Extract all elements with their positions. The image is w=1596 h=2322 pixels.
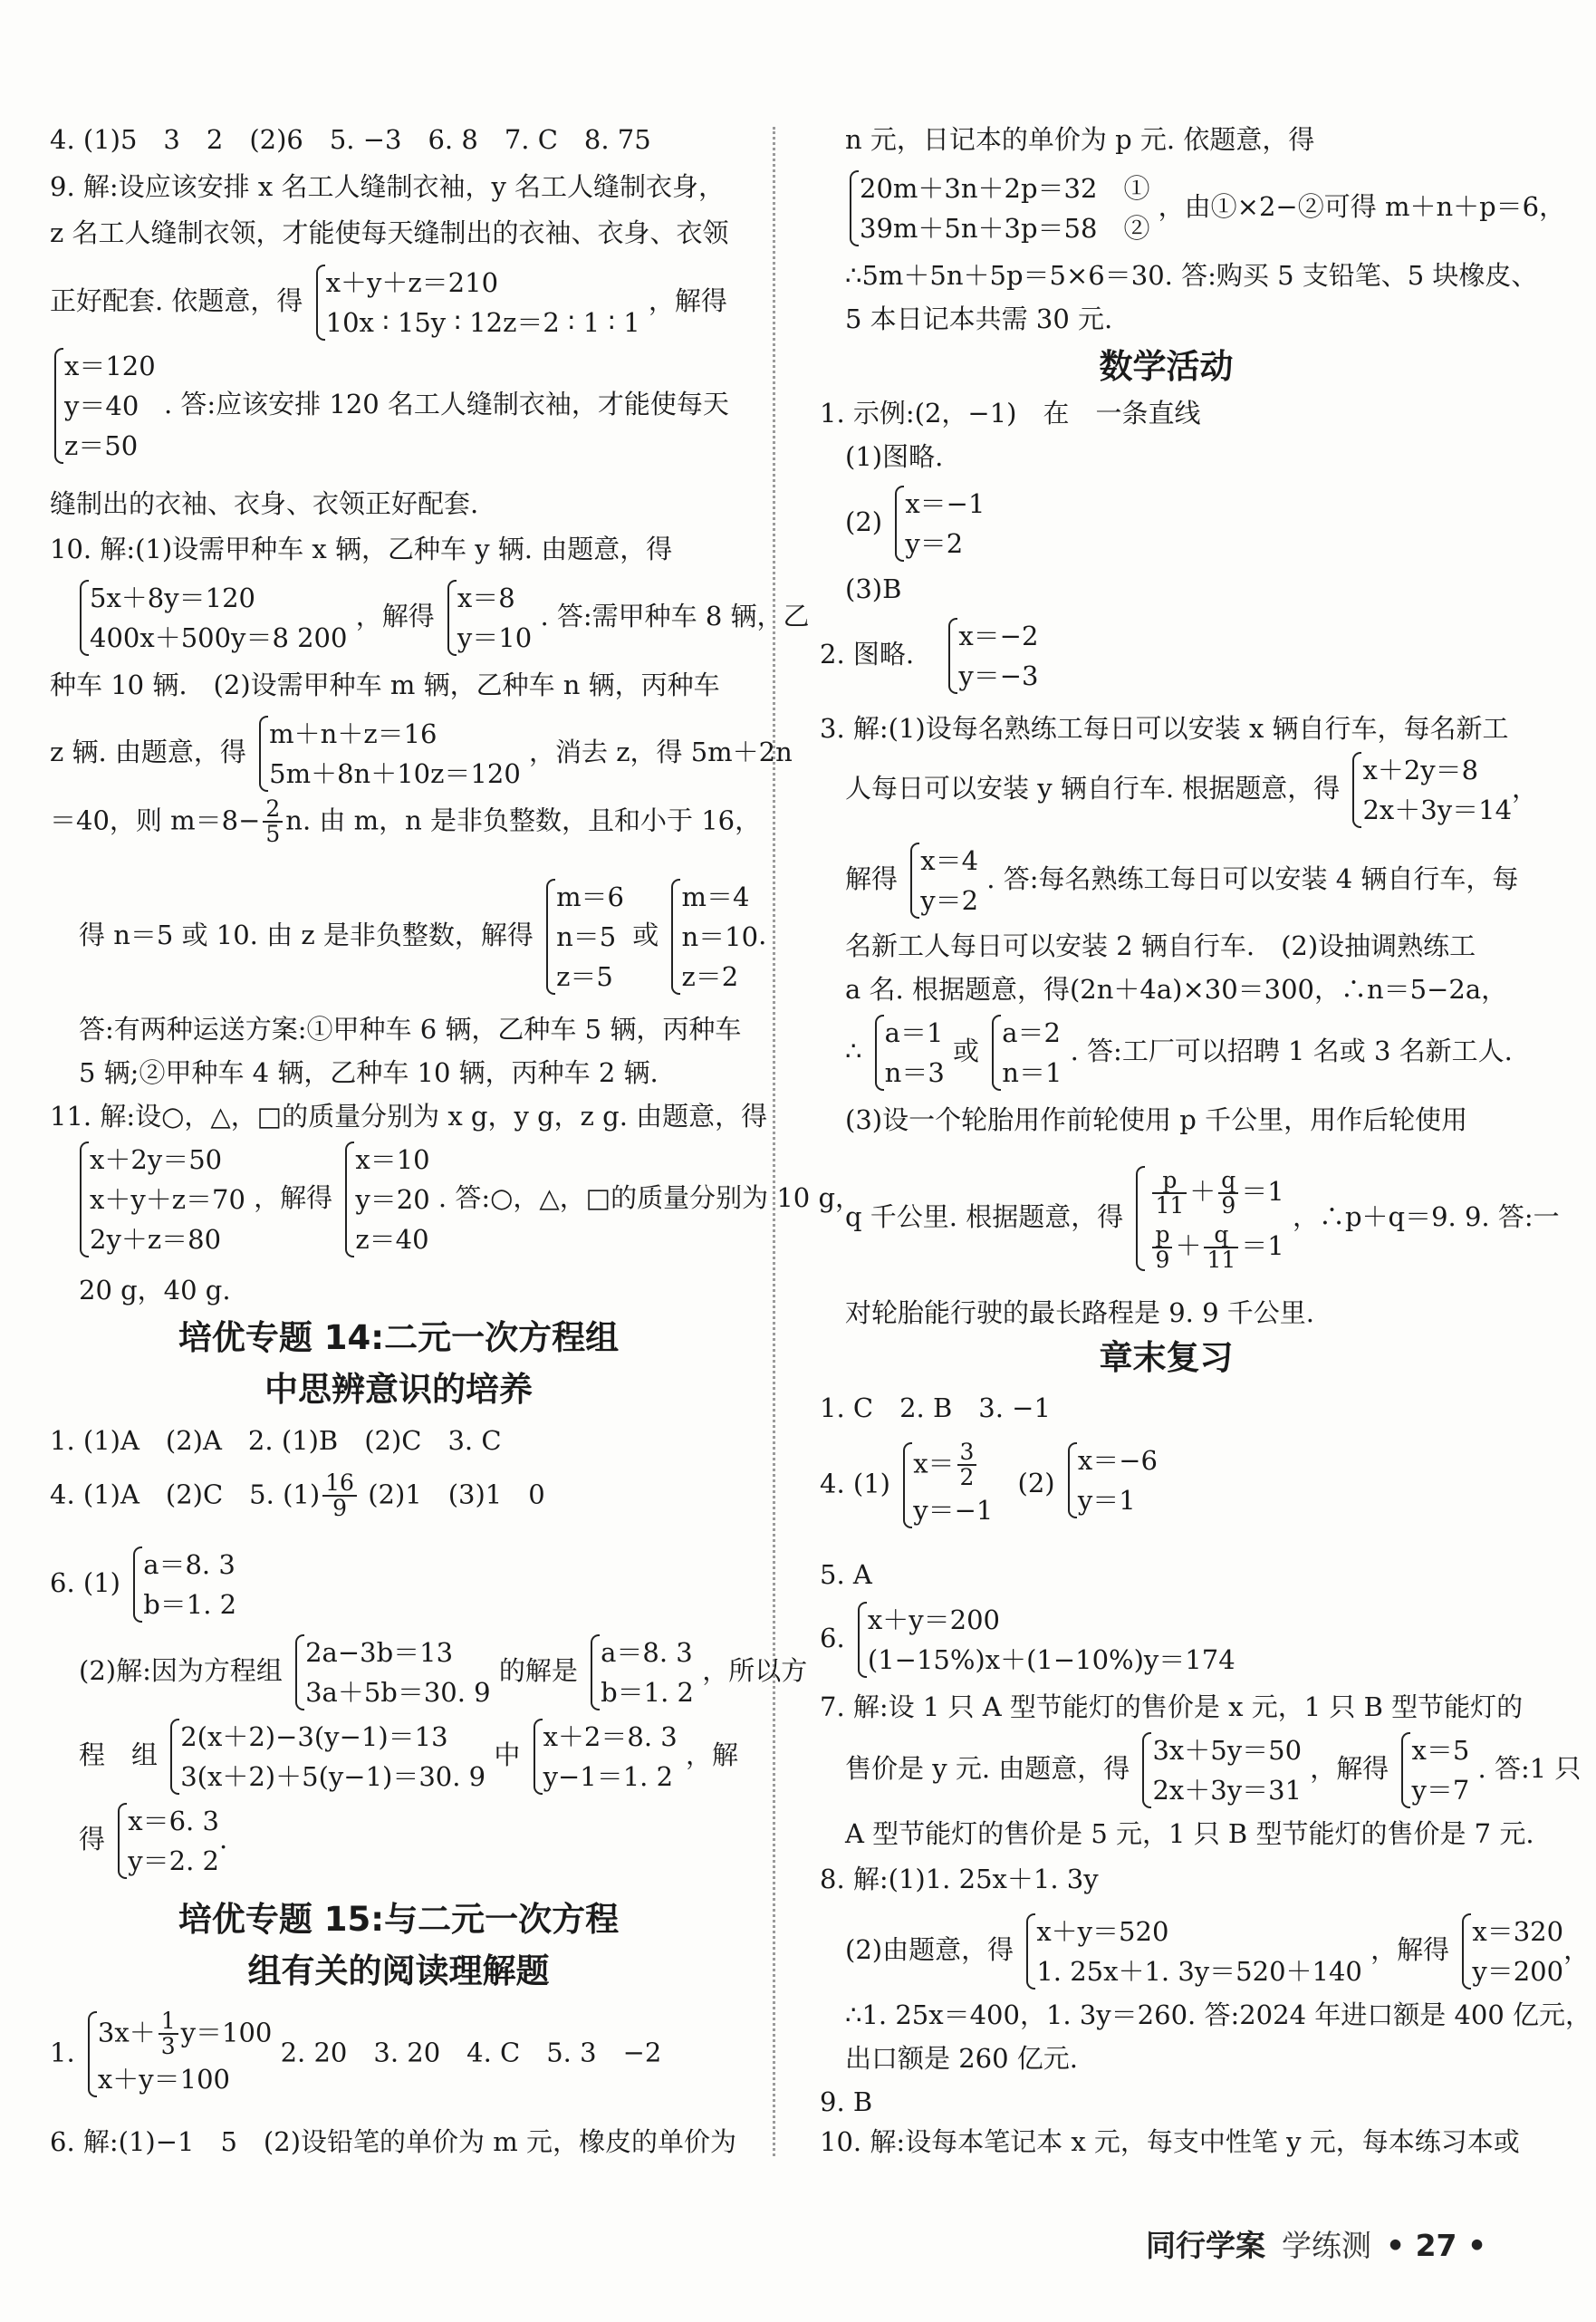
s14-answer-6-4: 得 x＝6. 3 y＝2. 2 . (79, 1801, 227, 1881)
s15-answer-6: 6. 解:(1)−1 5 (2)设铅笔的单价为 m 元，橡皮的单价为 (50, 2126, 736, 2157)
answer-10-line7: 答:有两种运送方案:①甲种车 6 辆，乙种车 5 辆，丙种车 (79, 1014, 742, 1045)
activity-answer-1-1: (1)图略. (845, 441, 944, 472)
s14-answer-4-5: 4. (1)A (2)C 5. (1) $\frac{16}{9}$ (2)1 (3)1 0 (50, 1469, 545, 1522)
activity-answer-1-3: (3)B (845, 573, 902, 604)
answer-10-line2: 5x＋8y＝120 400x＋500y＝8 200 ，解得 x＝8 y＝10 . 答:需甲种车 8 辆，乙 (75, 578, 810, 658)
answer-10-line1: 10. 解:(1)设需甲种车 x 辆，乙种车 y 辆. 由题意，得 (50, 534, 673, 564)
review-answer-7-line3: A 型节能灯的售价是 5 元，1 只 B 型节能灯的售价是 7 元. (845, 1818, 1534, 1849)
review-answer-7-line1: 7. 解:设 1 只 A 型节能灯的售价是 x 元，1 只 B 型节能灯的 (820, 1691, 1524, 1722)
answer-4-8: 4. (1)5 3 2 (2)6 5. −3 6. 8 7. C 8. 75 (50, 124, 651, 155)
review-answer-8-line4: 出口额是 260 亿元. (845, 2043, 1079, 2074)
answer-10-line4: z 辆. 由题意，得 m＋n＋z＝16 5m＋8n＋10z＝120 ，消去 z，得 5m＋2n (50, 714, 793, 794)
activity-answer-3-line5: a 名. 根据题意，得(2n＋4a)×30＝300，∴n＝5−2a， (845, 974, 1508, 1005)
page-footer (1146, 2228, 1487, 2263)
activity-answer-3-line4: 名新工人每日可以安装 2 辆自行车. (2)设抽调熟练工 (845, 930, 1476, 961)
answer-10-line6: 得 n＝5 或 10. 由 z 是非负整数，解得 m＝6 n＝5 z＝5 或 m＝4 n＝10 z＝2 . (79, 877, 766, 997)
review-answer-8-line3: ∴1. 25x＝400，1. 3y＝260. 答:2024 年进口额是 400 亿元， (845, 1999, 1592, 2030)
activity-answer-3-line3: 解得 x＝4 y＝2 . 答:每名熟练工每日可以安装 4 辆自行车，每 (845, 841, 1518, 920)
s15-answer-1-5: 1. 3x＋ $\frac{1}{3}$ y＝100 x＋y＝100 2. 20 3. 20 4. C 5. 3 −2 (50, 2009, 661, 2099)
review-answer-7-line2: 售价是 y 元. 由题意，得 3x＋5y＝50 2x＋3y＝31 ，解得 x＝5 y＝7 . 答:1 只 (845, 1730, 1581, 1810)
review-answer-4: 4. (1) x＝ $\frac{3}{2}$ y＝−1 (2) x＝−6 y＝1 (820, 1440, 1158, 1530)
section-title-review: 章末复习 (1099, 1338, 1234, 1377)
section-title-14-line2: 中思辨意识的培养 (264, 1370, 533, 1409)
answer-9-line2: z 名工人缝制衣领，才能使每天缝制出的衣袖、衣身、衣领 (50, 217, 729, 248)
review-answer-6: 6. x＋y＝200 (1−15%)x＋(1−10%)y＝174 (820, 1600, 1235, 1680)
s14-answer-6-3: 程 组 2(x＋2)−3(y−1)＝13 3(x＋2)＋5(y−1)＝30. 9 中 x＋2＝8. 3 y−1＝1. 2 ，解 (79, 1717, 738, 1797)
activity-answer-1-2: (2) x＝−1 y＝2 (845, 484, 985, 564)
answer-11-line1: 11. 解:设○，△，□的质量分别为 x g，y g，z g. 由题意，得 (50, 1101, 768, 1132)
answer-10-line8: 5 辆;②甲种车 4 辆，乙种车 10 辆，丙种车 2 辆. (79, 1057, 659, 1088)
footer-subtitle: 学练测 (1282, 2228, 1371, 2263)
answer-9-line5: 缝制出的衣袖、衣身、衣领正好配套. (50, 488, 479, 519)
review-answer-5: 5. A (820, 1559, 872, 1590)
continued-line1: n 元，日记本的单价为 p 元. 依题意，得 (845, 124, 1315, 155)
answer-9-solution: x＝120 y＝40 z＝50 . 答:应该安排 120 名工人缝制衣袖，才能使每天 (50, 346, 729, 466)
continued-line4: 5 本日记本共需 30 元. (845, 303, 1113, 334)
activity-answer-1: 1. 示例:(2，−1) 在 一条直线 (820, 398, 1201, 429)
activity-answer-3-line7: (3)设一个轮胎用作前轮使用 p 千公里，用作后轮使用 (845, 1104, 1468, 1135)
equation-system: x＋y＋z＝210 10x ∶ 15y ∶ 12z＝2 ∶ 1 ∶ 1 (312, 263, 640, 342)
s14-answer-6-1: 6. (1) a＝8. 3 b＝1. 2 (50, 1545, 236, 1624)
review-answer-8-line1: 8. 解:(1)1. 25x＋1. 3y (820, 1864, 1099, 1894)
section-title-15-line1: 培优专题 15:与二元一次方程 (178, 1900, 620, 1939)
activity-answer-2: 2. 图略. x＝−2 y＝−3 (820, 616, 1038, 696)
continued-line3: ∴5m＋5n＋5p＝5×6＝30. 答:购买 5 支铅笔、5 块橡皮、 (845, 260, 1538, 291)
solution-system: x＝120 y＝40 z＝50 (50, 346, 156, 466)
activity-answer-3-line2: 人每日可以安装 y 辆自行车. 根据题意，得 x＋2y＝8 2x＋3y＝14 ， (845, 750, 1538, 830)
review-answer-8-line2: (2)由题意，得 x＋y＝520 1. 25x＋1. 3y＝520＋140 ，解得 x＝320 y＝200 ， (845, 1912, 1590, 1991)
activity-answer-3-line9: 对轮胎能行驶的最长路程是 9. 9 千公里. (845, 1297, 1314, 1328)
page-number: • 27 • (1386, 2228, 1487, 2263)
continued-line2: 20m＋3n＋2p＝32 ① 39m＋5n＋3p＝58 ② ，由①×2−②可得 m＋n＋p＝6， (845, 169, 1565, 248)
footer-brand: 同行学案 (1146, 2228, 1265, 2263)
answer-10-line5: ＝40，则 m＝8− $\frac{2}{5}$ n. 由 m，n 是非负整数，且和小于 16， (50, 795, 762, 848)
activity-answer-3-line8: q 千公里. 根据题意，得 $\frac{p}{11}$ ＋ $\frac{q}{9}$ ＝1 $\frac{p}{9}$ ＋ $\frac{q}{11}$ ＝1 ，∴p＋q＝9. 9. 答:一 (845, 1164, 1560, 1273)
answer-11-line2: x＋2y＝50 x＋y＋z＝70 2y＋z＝80 ，解得 x＝10 y＝20 z＝40 . 答:○，△，□的质量分别为 10 g， (75, 1140, 861, 1259)
answer-11-line3: 20 g，40 g. (79, 1275, 231, 1306)
section-title-activity: 数学活动 (1099, 347, 1234, 386)
s14-answer-6-2: (2)解:因为方程组 2a−3b＝13 3a＋5b＝30. 9 的解是 a＝8. 3 b＝1. 2 ，所以方 (79, 1633, 807, 1712)
section-title-14-line1: 培优专题 14:二元一次方程组 (178, 1318, 620, 1357)
section-title-15-line2: 组有关的阅读理解题 (247, 1951, 550, 1990)
answer-10-line3: 种车 10 辆. (2)设需甲种车 m 辆，乙种车 n 辆，丙种车 (50, 670, 720, 700)
activity-answer-3-line1: 3. 解:(1)设每名熟练工每日可以安装 x 辆自行车，每名新工 (820, 713, 1509, 744)
review-answer-10: 10. 解:设每本笔记本 x 元，每支中性笔 y 元，每本练习本或 (820, 2126, 1520, 2157)
right-column (820, 0, 1592, 2202)
activity-answer-3-line6: ∴ a＝1 n＝3 或 a＝2 n＝1 . 答:工厂可以招聘 1 名或 3 名新工人. (845, 1013, 1513, 1093)
review-answer-1-3: 1. C 2. B 3. −1 (820, 1392, 1051, 1423)
s14-answer-1-3: 1. (1)A (2)A 2. (1)B (2)C 3. C (50, 1425, 502, 1456)
fraction: $\frac{2}{5}$ (263, 797, 283, 847)
answer-9-line3: 正好配套. 依题意，得 x＋y＋z＝210 10x ∶ 15y ∶ 12z＝2 ∶ 1 ∶ 1 ，解得 (50, 263, 727, 342)
review-answer-9: 9. B (820, 2086, 873, 2117)
answer-9-line1: 9. 解:设应该安排 x 名工人缝制衣袖，y 名工人缝制衣身， (50, 171, 726, 202)
